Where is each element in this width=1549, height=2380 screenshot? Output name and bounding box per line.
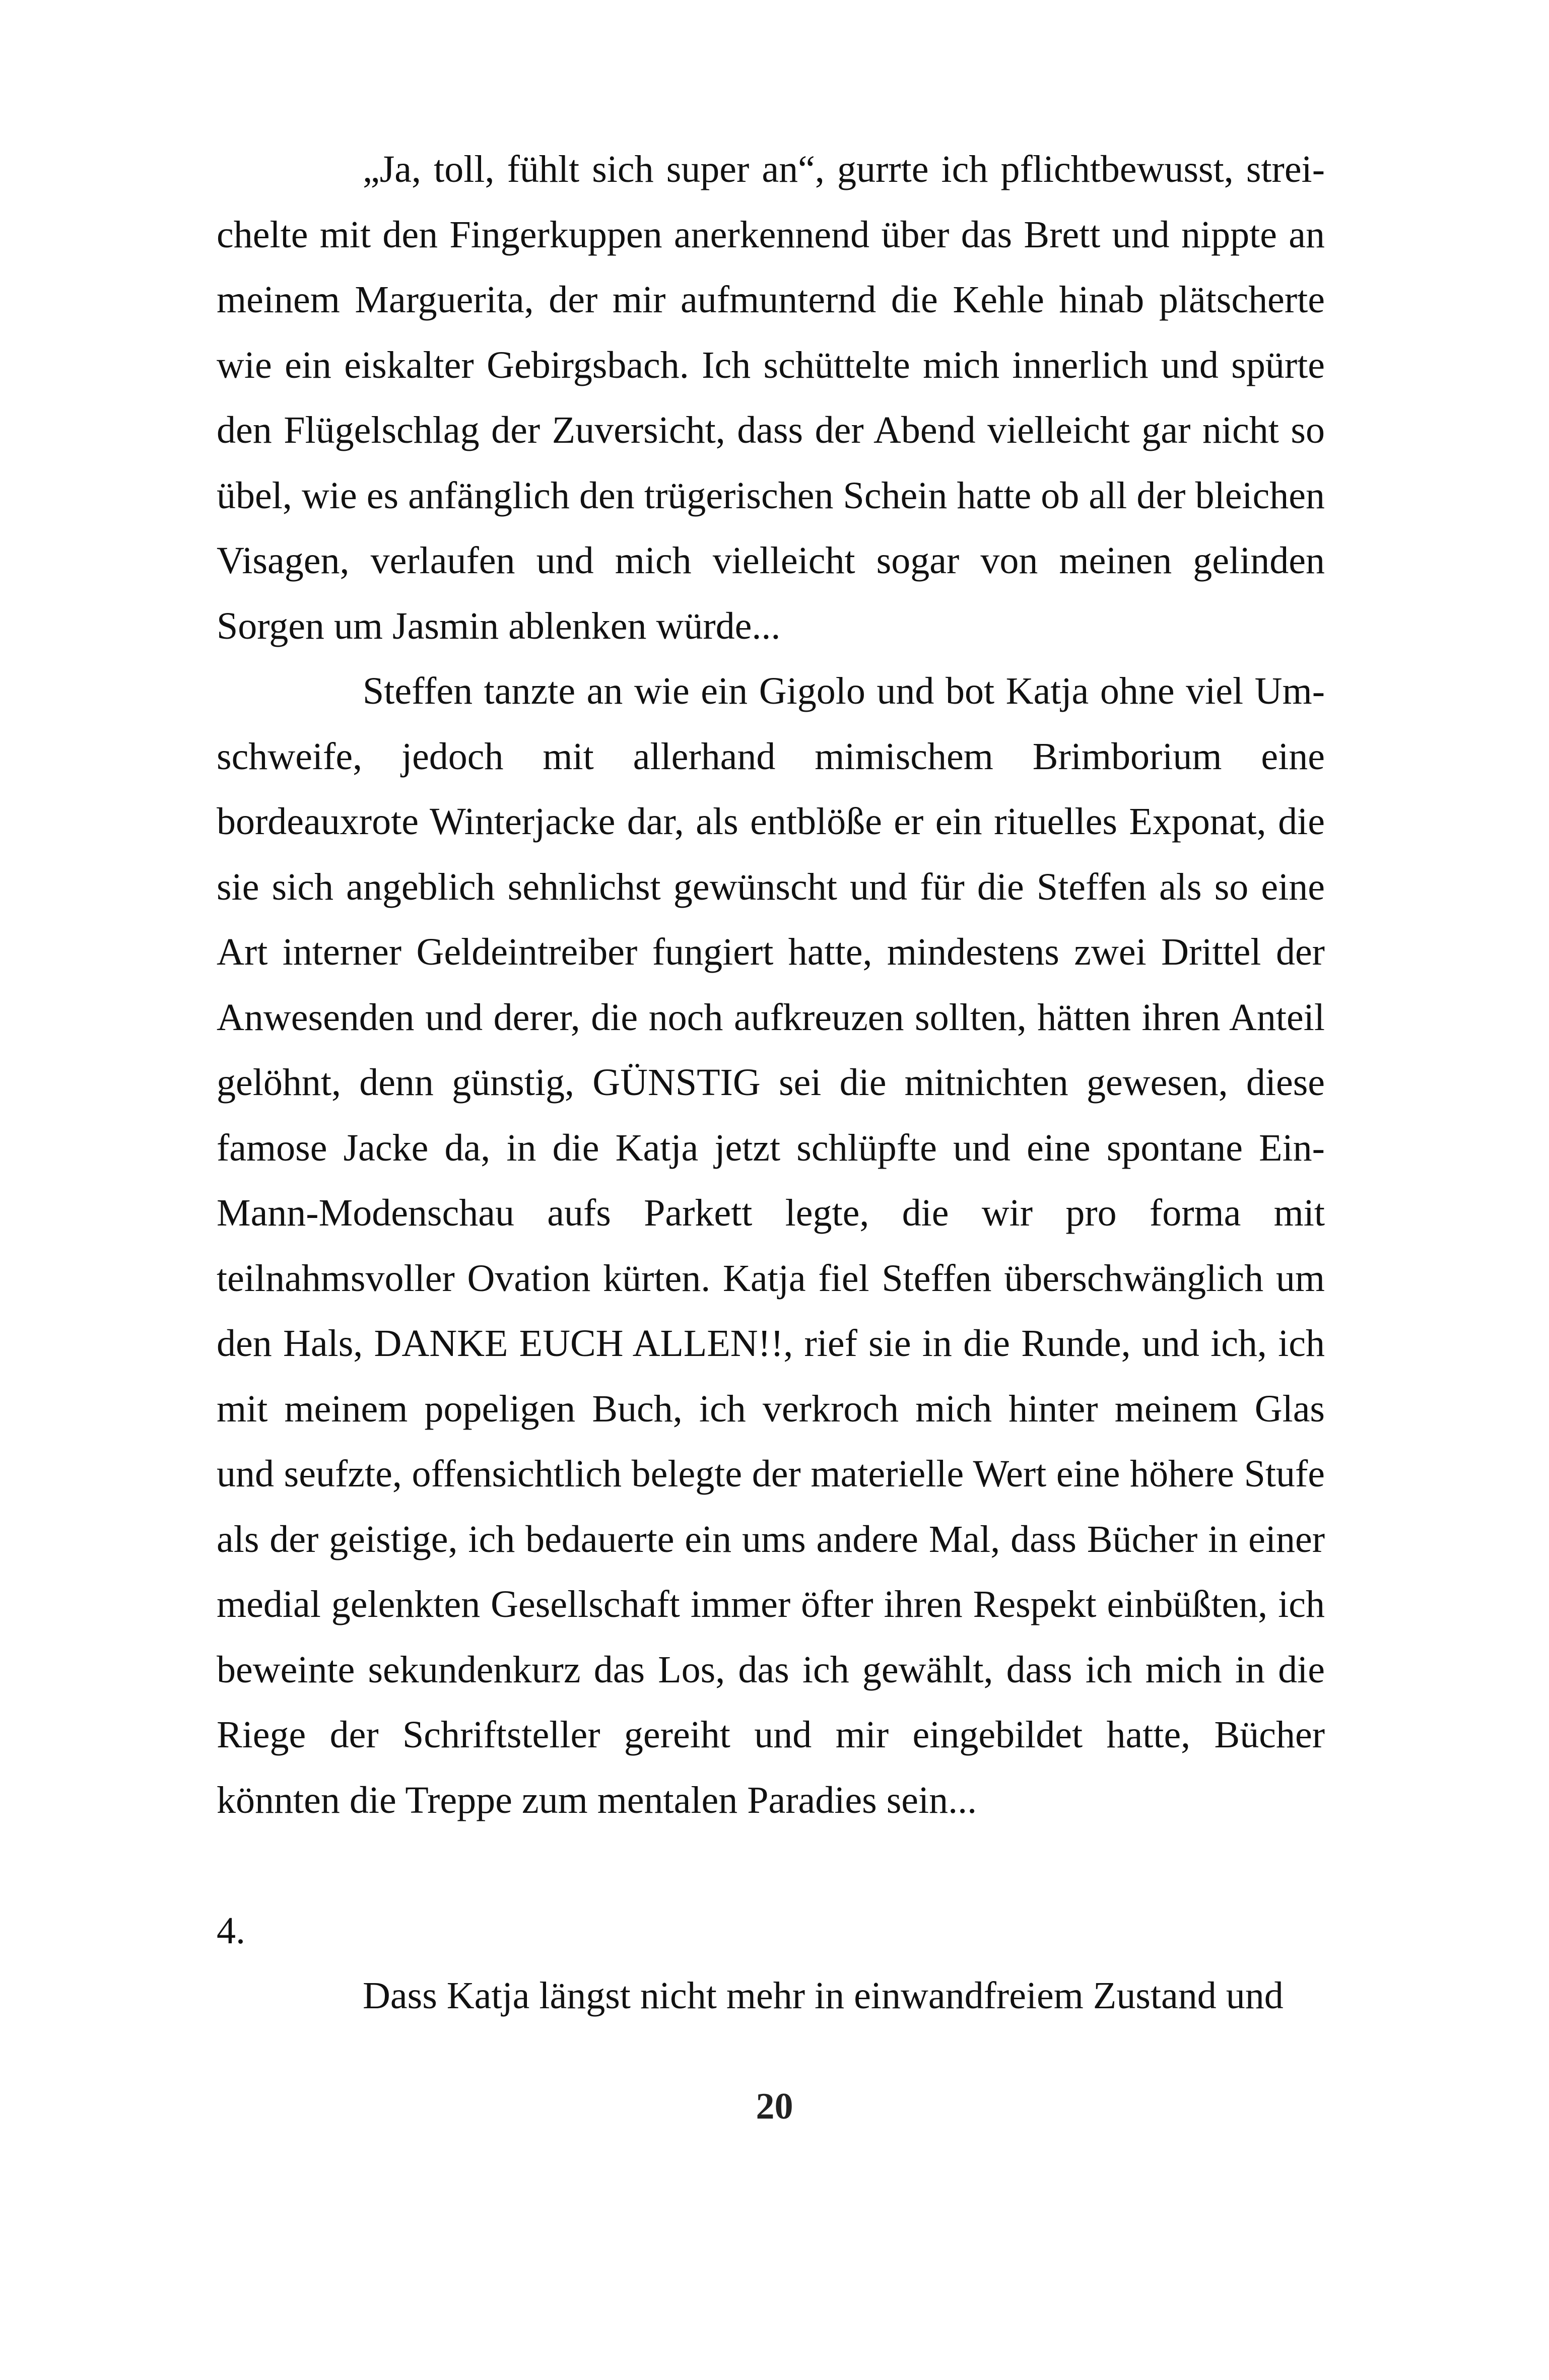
section-number: 4. [217,1909,245,1952]
page-number: 20 [756,2086,793,2127]
body-text [217,137,1325,2029]
paragraph-1: „Ja, toll, fühlt sich super an“, gurrte ich pflichtbewusst, streichelte mit den Fingerkuppen anerkennend über das Brett und nippte an meinem Marguerita, der mir aufmunternd die Kehle hinab plätscherte wie ein eiskalter Gebirgsbach. Ich schüttelte mich innerlich und spürte den Flügelschlag der Zuversicht, dass der Abend vielleicht gar nicht so übel, wie es anfänglich den trügerischen Schein hatte ob all der bleichen Visagen, verlaufen und mich vielleicht sogar von meinen gelinden Sorgen um Jasmin ablenken würde... [217,148,1325,647]
section-first-line: Dass Katja längst nicht mehr in einwandfreiem Zustand und [363,1975,1284,2017]
paragraph-2: Steffen tanzte an wie ein Gigolo und bot Katja ohne viel Umschweife, jedoch mit allerhand mimischem Brimborium eine bordeauxrote Winterjacke dar, als entblöße er ein rituelles Exponat, die sie sich angeblich sehnlichst gewünscht und für die Steffen als so eine Art interner Geldeintreiber fungiert hatte, mindestens zwei Drittel der Anwesenden und derer, die noch aufkreuzen sollten, hätten ihren Anteil gelöhnt, denn günstig, GÜNSTIG sei die mitnichten gewesen, diese famose Jacke da, in die Katja jetzt schlüpfte und eine spontane Ein-Mann-Modenschau aufs Parkett legte, die wir pro forma mit teilnahmsvoller Ovation kürten. Katja fiel Steffen überschwänglich um den Hals, DANKE EUCH ALLEN!!, rief sie in die Runde, und ich, ich mit meinem popeligen Buch, ich verkroch mich hinter meinem Glas und seufzte, offensichtlich belegte der materielle Wert eine höhere Stufe als der geistige, ich bedauerte ein ums andere Mal, dass Bücher in einer medial gelenkten Gesellschaft immer öfter ihren Respekt einbüßten, ich beweinte sekundenkurz das Los, das ich gewählt, dass ich mich in die Riege der Schriftsteller gereiht und mir eingebildet hatte, Bücher könnten die Treppe zum mentalen Paradies sein... [217,670,1325,1821]
